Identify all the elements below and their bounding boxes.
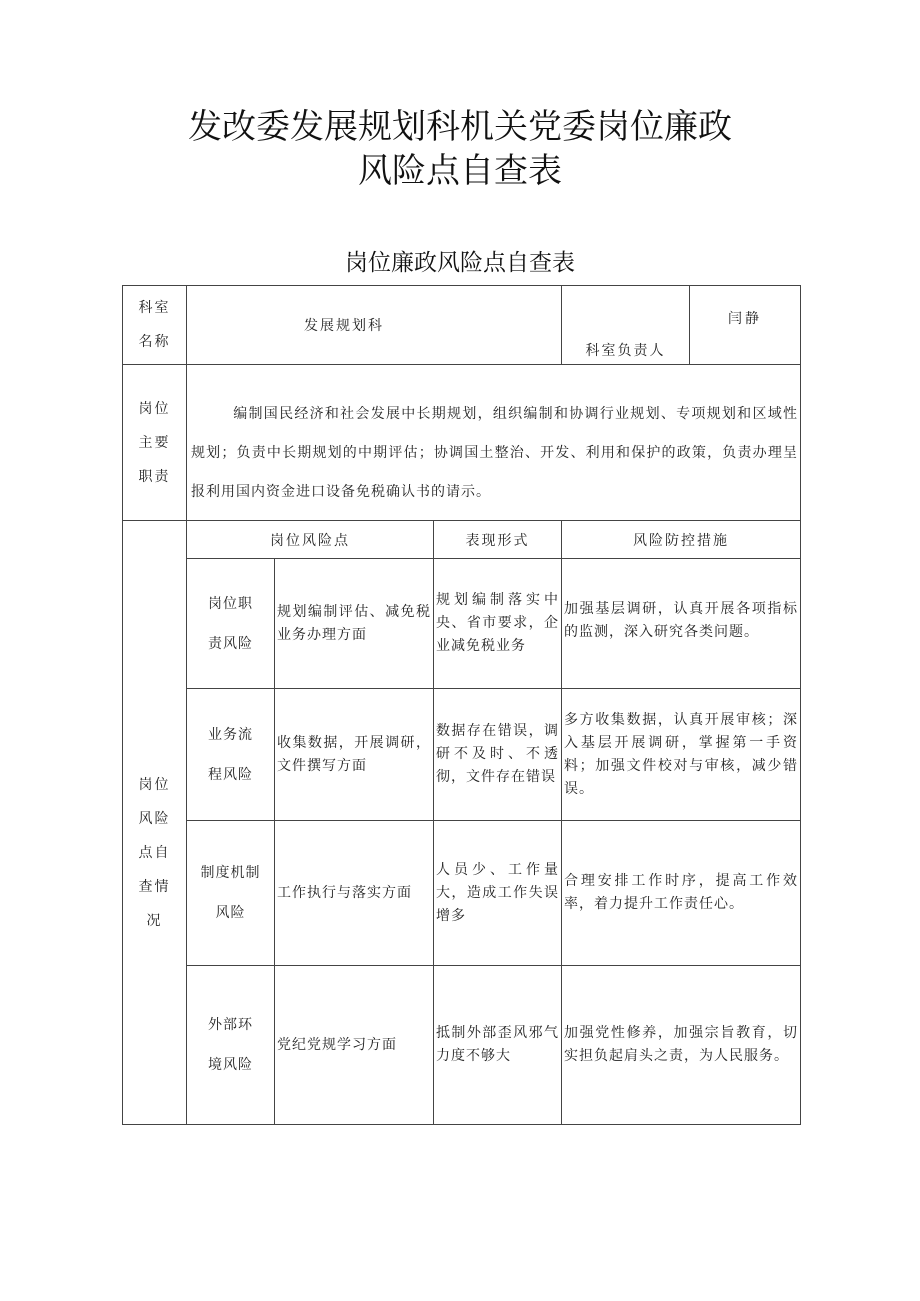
risk-form: 数据存在错误，调研不及时、不透彻，文件存在错误 xyxy=(434,689,562,821)
dept-label-line-2: 名称 xyxy=(138,334,171,350)
risk-row xyxy=(123,559,801,689)
risk-header-row xyxy=(123,521,801,559)
risk-measures: 加强党性修养，加强宗旨教育，切实担负起肩头之责，为人民服务。 xyxy=(562,966,801,1125)
risk-row xyxy=(123,966,801,1125)
risk-measures: 合理安排工作时序，提高工作效率，着力提升工作责任心。 xyxy=(562,821,801,966)
head-name: 闫静 xyxy=(728,311,762,327)
header-form: 表现形式 xyxy=(434,521,562,559)
risk-form: 抵制外部歪风邪气力度不够大 xyxy=(434,966,562,1125)
department-row xyxy=(123,286,801,365)
table-subtitle: 岗位廉政风险点自查表 xyxy=(345,250,575,276)
check-label-cell xyxy=(123,521,187,1125)
dept-name-cell xyxy=(187,286,562,365)
risk-category xyxy=(187,559,275,689)
duty-text-cell xyxy=(187,365,801,521)
document-title-line-1: 发改委发展规划科机关党委岗位廉政 xyxy=(188,107,732,147)
risk-category xyxy=(187,689,275,821)
risk-category-line: 制度机制 xyxy=(200,865,261,881)
risk-category-line: 外部环 xyxy=(208,1017,253,1033)
check-label-line: 风险 xyxy=(138,810,171,827)
check-label-line: 查情 xyxy=(138,878,171,895)
risk-category-line: 岗位职 xyxy=(208,595,253,612)
risk-category-line: 程风险 xyxy=(208,766,253,783)
risk-form: 人员少、工作量大，造成工作失误增多 xyxy=(434,821,562,966)
risk-category xyxy=(187,966,275,1125)
document-title-line-2: 风险点自查表 xyxy=(358,151,562,191)
dept-label-line-1: 科室 xyxy=(138,300,171,316)
duty-label-line: 岗位 xyxy=(138,400,171,417)
duty-row xyxy=(123,365,801,521)
risk-measures: 多方收集数据，认真开展审核；深入基层开展调研，掌握第一手资料；加强文件校对与审核，减少错误。 xyxy=(562,689,801,821)
check-label-line: 点自 xyxy=(138,844,171,861)
risk-measures: 加强基层调研，认真开展各项指标的监测，深入研究各类问题。 xyxy=(562,559,801,689)
risk-row xyxy=(123,689,801,821)
risk-category xyxy=(187,821,275,966)
risk-category-line: 风险 xyxy=(215,905,246,921)
dept-name: 发展规划科 xyxy=(304,318,384,334)
risk-point: 收集数据，开展调研，文件撰写方面 xyxy=(275,689,434,821)
risk-category-line: 业务流 xyxy=(208,726,253,743)
risk-category-line: 责风险 xyxy=(208,635,253,652)
header-measures: 风险防控措施 xyxy=(562,521,801,559)
duty-label-line: 主要 xyxy=(138,434,171,451)
check-label-line: 况 xyxy=(146,912,163,929)
self-check-table xyxy=(122,285,801,1125)
risk-category-line: 境风险 xyxy=(208,1057,253,1073)
risk-point: 规划编制评估、减免税业务办理方面 xyxy=(275,559,434,689)
duty-text: 编制国民经济和社会发展中长期规划，组织编制和协调行业规划、专项规划和区域性规划；负责中长期规划的中期评估；协调国土整治、开发、利用和保护的政策，负责办理呈报利用国内资金进口设备免税确认书的请示。 xyxy=(191,406,798,500)
duty-label-line: 职责 xyxy=(138,468,171,485)
duty-label-cell xyxy=(123,365,187,521)
head-label: 科室负责人 xyxy=(562,286,690,364)
risk-point: 工作执行与落实方面 xyxy=(275,821,434,966)
risk-point: 党纪党规学习方面 xyxy=(275,966,434,1125)
header-risk-point: 岗位风险点 xyxy=(187,521,434,559)
dept-label-cell xyxy=(123,286,187,365)
check-label-line: 岗位 xyxy=(138,776,171,793)
risk-form: 规划编制落实中央、省市要求，企业减免税业务 xyxy=(434,559,562,689)
risk-row xyxy=(123,821,801,966)
head-cells xyxy=(562,286,801,365)
